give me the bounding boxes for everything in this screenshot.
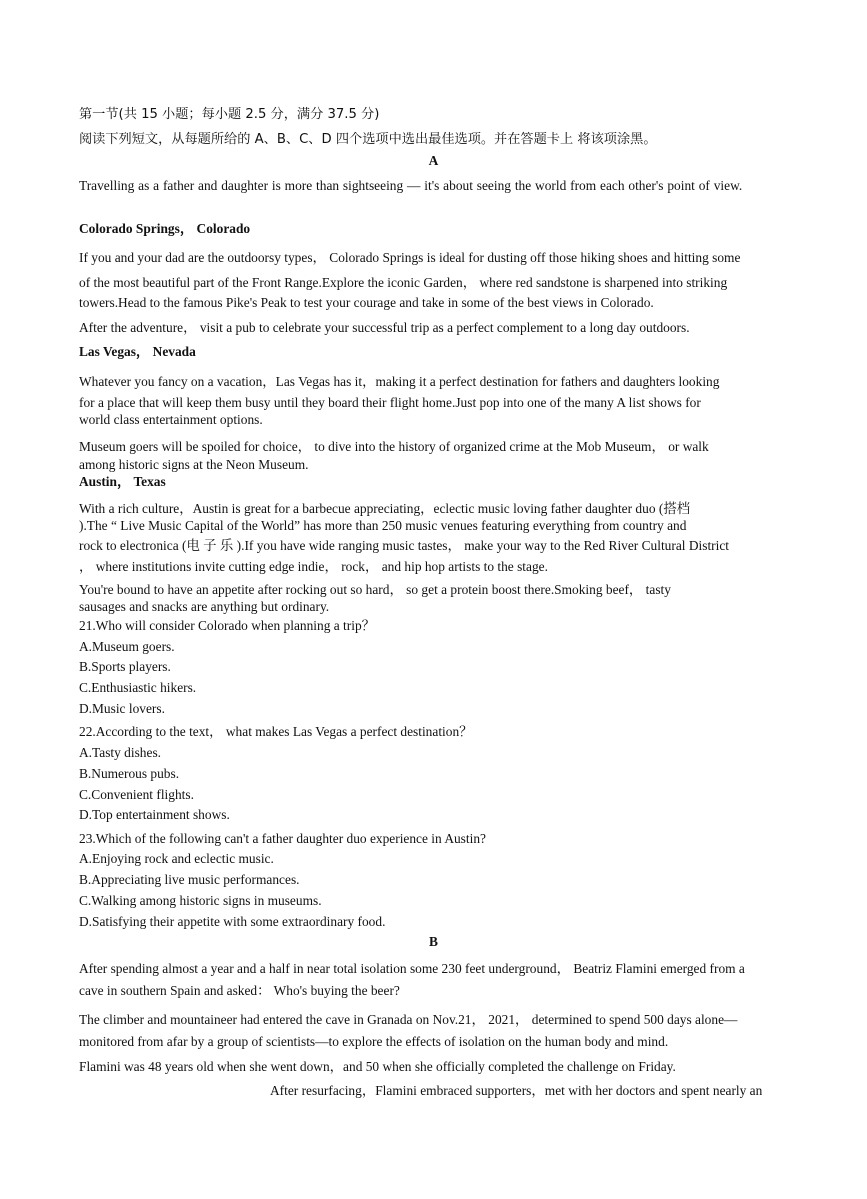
vegas-p1-line3: world class entertainment options. — [79, 412, 263, 427]
colorado-p1-line1: If you and your dad are the outdoorsy types， Colorado Springs is ideal for dusting off those hiking shoes and hitting some — [79, 250, 741, 265]
question-21-option-c: C.Enthusiastic hikers. — [79, 680, 197, 695]
question-23-option-d: D.Satisfying their appetite with some extraordinary food. — [79, 914, 386, 929]
passage-b-p4: After resurfacing，Flamini embraced supporters，met with her doctors and spent nearly an — [270, 1083, 763, 1098]
passage-b-p2-line1: The climber and mountaineer had entered the cave in Granada on Nov.21， 2021， determined to spend 500 days alone— — [79, 1012, 738, 1027]
passage-b-p1-line2: cave in southern Spain and asked： Who's buying the beer? — [79, 983, 400, 998]
section-header: 第一节(共 15 小题；每小题 2.5 分，满分 37.5 分) — [79, 107, 380, 122]
question-23-option-b: B.Appreciating live music performances. — [79, 872, 300, 887]
instructions: 阅读下列短文，从每题所给的 A、B、C、D 四个选项中选出最佳选项。并在答题卡上 将该项涂黑。 — [79, 132, 657, 147]
passage-b-p2-line2: monitored from afar by a group of scientists—to explore the effects of isolation on the human body and mind. — [79, 1034, 669, 1049]
question-22-stem: 22.According to the text， what makes Las Vegas a perfect destination？ — [79, 724, 473, 739]
passage-a-label: A — [428, 153, 439, 168]
question-23-option-c: C.Walking among historic signs in museums. — [79, 893, 322, 908]
austin-p1-line3: rock to electronica (电 子 乐 ).If you have wide ranging music tastes， make your way to the Red River Cultural District — [79, 538, 730, 553]
question-23-option-a: A.Enjoying rock and eclectic music. — [79, 851, 274, 866]
austin-p1-line2: ).The “ Live Music Capital of the World” has more than 250 music venues featuring everything from country and — [79, 518, 687, 533]
question-21-option-b: B.Sports players. — [79, 659, 171, 674]
passage-a-intro: Travelling as a father and daughter is more than sightseeing — it's about seeing the world from each other's point of view. — [79, 178, 743, 193]
vegas-heading: Las Vegas， Nevada — [79, 344, 196, 359]
question-21-stem: 21.Who will consider Colorado when planning a trip？ — [79, 618, 376, 633]
colorado-p1-line2: of the most beautiful part of the Front Range.Explore the iconic Garden， where red sandstone is sharpened into striking — [79, 275, 728, 290]
question-22-option-b: B.Numerous pubs. — [79, 766, 180, 781]
passage-b-p3: Flamini was 48 years old when she went down，and 50 when she officially completed the challenge on Friday. — [79, 1059, 676, 1074]
question-22-option-d: D.Top entertainment shows. — [79, 807, 230, 822]
vegas-p1-line2: for a place that will keep them busy until they board their flight home.Just pop into one of the many A list shows for — [79, 395, 701, 410]
passage-b-label: B — [429, 934, 438, 949]
vegas-p2-line2: among historic signs at the Neon Museum. — [79, 457, 309, 472]
question-22-option-a: A.Tasty dishes. — [79, 745, 162, 760]
vegas-p2-line1: Museum goers will be spoiled for choice， to dive into the history of organized crime at the Mob Museum， or walk — [79, 439, 709, 454]
vegas-p1-line1: Whatever you fancy on a vacation，Las Vegas has it，making it a perfect destination for fathers and daughters looking — [79, 374, 720, 389]
austin-p2-line2: sausages and snacks are anything but ordinary. — [79, 599, 330, 614]
austin-p1-line4: ， where institutions invite cutting edge indie， rock， and hip hop artists to the stage. — [79, 559, 548, 574]
colorado-p2: After the adventure， visit a pub to celebrate your successful trip as a perfect complement to a long day outdoors. — [79, 320, 690, 335]
question-21-option-d: D.Music lovers. — [79, 701, 165, 716]
question-21-option-a: A.Museum goers. — [79, 639, 175, 654]
question-22-option-c: C.Convenient flights. — [79, 787, 194, 802]
austin-p2-line1: You're bound to have an appetite after rocking out so hard， so get a protein boost there.Smoking beef， tasty — [79, 582, 671, 597]
austin-heading: Austin， Texas — [79, 474, 166, 489]
question-23-stem: 23.Which of the following can't a father daughter duo experience in Austin? — [79, 831, 486, 846]
passage-b-p1-line1: After spending almost a year and a half in near total isolation some 230 feet underground， Beatriz Flamini emerged from a — [79, 961, 745, 976]
colorado-heading: Colorado Springs， Colorado — [79, 221, 251, 236]
colorado-p1-line3: towers.Head to the famous Pike's Peak to test your courage and take in some of the best views in Colorado. — [79, 295, 654, 310]
austin-p1-line1: With a rich culture，Austin is great for a barbecue appreciating，eclectic music loving father daughter duo (搭档 — [79, 501, 691, 516]
